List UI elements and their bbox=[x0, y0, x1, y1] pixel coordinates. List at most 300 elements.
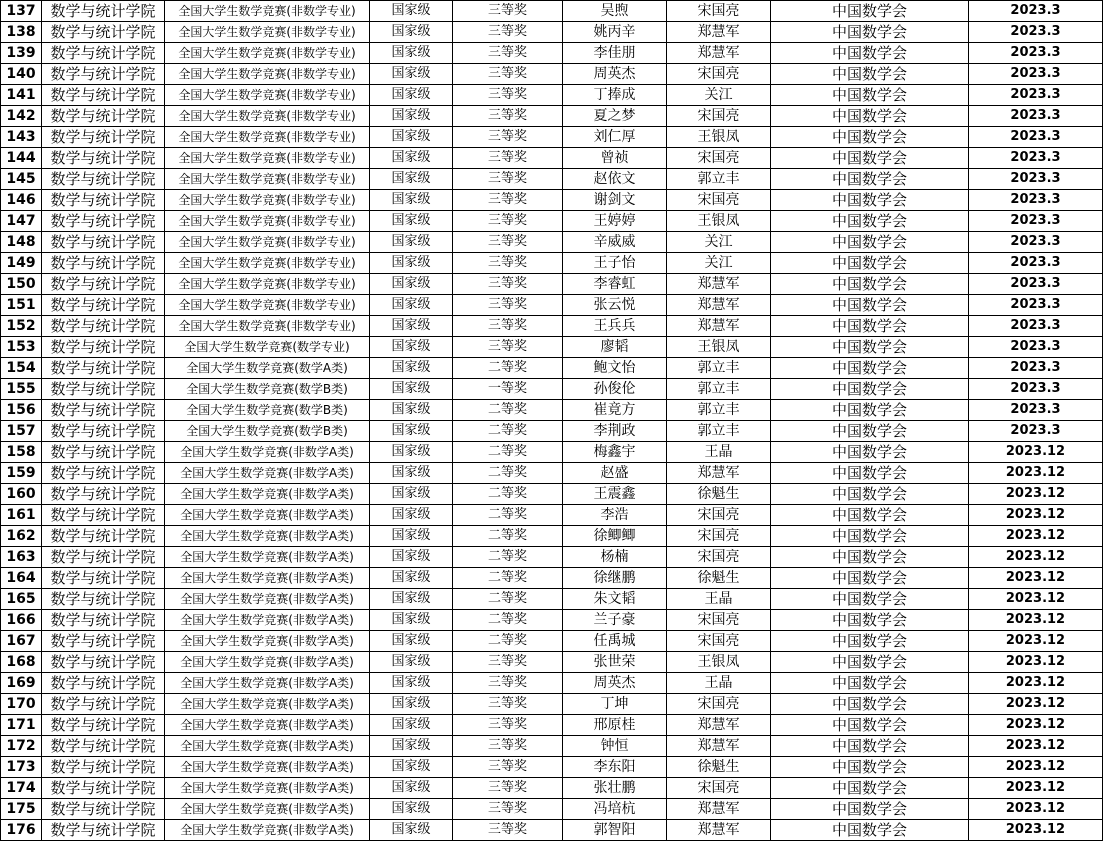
date-cell: 2023.3 bbox=[969, 148, 1103, 169]
student-cell: 郭智阳 bbox=[563, 820, 667, 841]
level-cell: 国家级 bbox=[370, 1, 453, 22]
competition-cell: 全国大学生数学竞赛(数学B类) bbox=[165, 379, 370, 400]
table-row bbox=[1, 316, 1103, 337]
college-cell: 数学与统计学院 bbox=[42, 778, 165, 799]
date-cell: 2023.3 bbox=[969, 106, 1103, 127]
table-row bbox=[1, 610, 1103, 631]
date-cell: 2023.3 bbox=[969, 43, 1103, 64]
college-cell: 数学与统计学院 bbox=[42, 694, 165, 715]
student-cell: 吴煦 bbox=[563, 1, 667, 22]
competition-cell: 全国大学生数学竞赛(非数学A类) bbox=[165, 631, 370, 652]
organizer-cell: 中国数学会 bbox=[771, 400, 969, 421]
student-cell: 赵盛 bbox=[563, 463, 667, 484]
competition-cell: 全国大学生数学竞赛(非数学A类) bbox=[165, 484, 370, 505]
college-cell: 数学与统计学院 bbox=[42, 232, 165, 253]
prize-cell: 二等奖 bbox=[453, 358, 563, 379]
table-row bbox=[1, 799, 1103, 820]
organizer-cell: 中国数学会 bbox=[771, 64, 969, 85]
level-cell: 国家级 bbox=[370, 22, 453, 43]
date-cell: 2023.3 bbox=[969, 295, 1103, 316]
teacher-cell: 郑慧军 bbox=[667, 316, 771, 337]
level-cell: 国家级 bbox=[370, 358, 453, 379]
row-number: 160 bbox=[1, 484, 42, 505]
date-cell: 2023.3 bbox=[969, 64, 1103, 85]
college-cell: 数学与统计学院 bbox=[42, 568, 165, 589]
college-cell: 数学与统计学院 bbox=[42, 400, 165, 421]
prize-cell: 三等奖 bbox=[453, 190, 563, 211]
table-row bbox=[1, 778, 1103, 799]
table-row bbox=[1, 589, 1103, 610]
date-cell: 2023.12 bbox=[969, 463, 1103, 484]
prize-cell: 三等奖 bbox=[453, 127, 563, 148]
competition-cell: 全国大学生数学竞赛(非数学专业) bbox=[165, 232, 370, 253]
table-row bbox=[1, 505, 1103, 526]
competition-cell: 全国大学生数学竞赛(非数学专业) bbox=[165, 190, 370, 211]
student-cell: 丁坤 bbox=[563, 694, 667, 715]
prize-cell: 三等奖 bbox=[453, 652, 563, 673]
table-row bbox=[1, 484, 1103, 505]
row-number: 143 bbox=[1, 127, 42, 148]
competition-cell: 全国大学生数学竞赛(非数学A类) bbox=[165, 463, 370, 484]
college-cell: 数学与统计学院 bbox=[42, 421, 165, 442]
organizer-cell: 中国数学会 bbox=[771, 694, 969, 715]
competition-cell: 全国大学生数学竞赛(非数学专业) bbox=[165, 127, 370, 148]
row-number: 170 bbox=[1, 694, 42, 715]
teacher-cell: 宋国亮 bbox=[667, 505, 771, 526]
student-cell: 邢原桂 bbox=[563, 715, 667, 736]
teacher-cell: 宋国亮 bbox=[667, 631, 771, 652]
row-number: 152 bbox=[1, 316, 42, 337]
organizer-cell: 中国数学会 bbox=[771, 820, 969, 841]
organizer-cell: 中国数学会 bbox=[771, 190, 969, 211]
prize-cell: 三等奖 bbox=[453, 22, 563, 43]
table-row bbox=[1, 736, 1103, 757]
teacher-cell: 王银凤 bbox=[667, 211, 771, 232]
table-row bbox=[1, 43, 1103, 64]
organizer-cell: 中国数学会 bbox=[771, 778, 969, 799]
organizer-cell: 中国数学会 bbox=[771, 547, 969, 568]
level-cell: 国家级 bbox=[370, 85, 453, 106]
student-cell: 张壮鹏 bbox=[563, 778, 667, 799]
college-cell: 数学与统计学院 bbox=[42, 736, 165, 757]
table-row bbox=[1, 190, 1103, 211]
organizer-cell: 中国数学会 bbox=[771, 169, 969, 190]
student-cell: 王兵兵 bbox=[563, 316, 667, 337]
level-cell: 国家级 bbox=[370, 715, 453, 736]
organizer-cell: 中国数学会 bbox=[771, 253, 969, 274]
competition-cell: 全国大学生数学竞赛(数学专业) bbox=[165, 337, 370, 358]
level-cell: 国家级 bbox=[370, 127, 453, 148]
competition-cell: 全国大学生数学竞赛(非数学A类) bbox=[165, 505, 370, 526]
row-number: 161 bbox=[1, 505, 42, 526]
organizer-cell: 中国数学会 bbox=[771, 589, 969, 610]
level-cell: 国家级 bbox=[370, 820, 453, 841]
row-number: 169 bbox=[1, 673, 42, 694]
row-number: 171 bbox=[1, 715, 42, 736]
college-cell: 数学与统计学院 bbox=[42, 379, 165, 400]
student-cell: 徐继鹏 bbox=[563, 568, 667, 589]
level-cell: 国家级 bbox=[370, 463, 453, 484]
date-cell: 2023.12 bbox=[969, 484, 1103, 505]
competition-cell: 全国大学生数学竞赛(非数学专业) bbox=[165, 169, 370, 190]
table-row bbox=[1, 421, 1103, 442]
teacher-cell: 郑慧军 bbox=[667, 43, 771, 64]
student-cell: 李浩 bbox=[563, 505, 667, 526]
organizer-cell: 中国数学会 bbox=[771, 106, 969, 127]
competition-cell: 全国大学生数学竞赛(非数学A类) bbox=[165, 589, 370, 610]
level-cell: 国家级 bbox=[370, 148, 453, 169]
student-cell: 夏之梦 bbox=[563, 106, 667, 127]
prize-cell: 二等奖 bbox=[453, 442, 563, 463]
teacher-cell: 郭立丰 bbox=[667, 358, 771, 379]
level-cell: 国家级 bbox=[370, 673, 453, 694]
student-cell: 鲍文怡 bbox=[563, 358, 667, 379]
competition-cell: 全国大学生数学竞赛(非数学A类) bbox=[165, 778, 370, 799]
level-cell: 国家级 bbox=[370, 694, 453, 715]
level-cell: 国家级 bbox=[370, 316, 453, 337]
date-cell: 2023.12 bbox=[969, 778, 1103, 799]
row-number: 175 bbox=[1, 799, 42, 820]
teacher-cell: 王银凤 bbox=[667, 127, 771, 148]
date-cell: 2023.12 bbox=[969, 694, 1103, 715]
competition-cell: 全国大学生数学竞赛(非数学专业) bbox=[165, 85, 370, 106]
prize-cell: 三等奖 bbox=[453, 694, 563, 715]
table-row bbox=[1, 820, 1103, 841]
level-cell: 国家级 bbox=[370, 589, 453, 610]
date-cell: 2023.3 bbox=[969, 190, 1103, 211]
teacher-cell: 郑慧军 bbox=[667, 22, 771, 43]
date-cell: 2023.12 bbox=[969, 757, 1103, 778]
organizer-cell: 中国数学会 bbox=[771, 631, 969, 652]
teacher-cell: 宋国亮 bbox=[667, 190, 771, 211]
row-number: 149 bbox=[1, 253, 42, 274]
prize-cell: 三等奖 bbox=[453, 736, 563, 757]
student-cell: 兰子豪 bbox=[563, 610, 667, 631]
college-cell: 数学与统计学院 bbox=[42, 64, 165, 85]
student-cell: 钟恒 bbox=[563, 736, 667, 757]
prize-cell: 二等奖 bbox=[453, 463, 563, 484]
row-number: 137 bbox=[1, 1, 42, 22]
teacher-cell: 宋国亮 bbox=[667, 64, 771, 85]
teacher-cell: 郑慧军 bbox=[667, 274, 771, 295]
level-cell: 国家级 bbox=[370, 274, 453, 295]
student-cell: 李佳朋 bbox=[563, 43, 667, 64]
prize-cell: 三等奖 bbox=[453, 253, 563, 274]
competition-cell: 全国大学生数学竞赛(数学A类) bbox=[165, 358, 370, 379]
competition-cell: 全国大学生数学竞赛(数学B类) bbox=[165, 400, 370, 421]
organizer-cell: 中国数学会 bbox=[771, 43, 969, 64]
student-cell: 王震鑫 bbox=[563, 484, 667, 505]
table-row bbox=[1, 295, 1103, 316]
organizer-cell: 中国数学会 bbox=[771, 484, 969, 505]
date-cell: 2023.12 bbox=[969, 736, 1103, 757]
organizer-cell: 中国数学会 bbox=[771, 463, 969, 484]
prize-cell: 二等奖 bbox=[453, 589, 563, 610]
level-cell: 国家级 bbox=[370, 379, 453, 400]
competition-cell: 全国大学生数学竞赛(非数学专业) bbox=[165, 274, 370, 295]
row-number: 141 bbox=[1, 85, 42, 106]
college-cell: 数学与统计学院 bbox=[42, 547, 165, 568]
college-cell: 数学与统计学院 bbox=[42, 148, 165, 169]
level-cell: 国家级 bbox=[370, 253, 453, 274]
level-cell: 国家级 bbox=[370, 421, 453, 442]
teacher-cell: 郭立丰 bbox=[667, 169, 771, 190]
organizer-cell: 中国数学会 bbox=[771, 316, 969, 337]
teacher-cell: 郭立丰 bbox=[667, 400, 771, 421]
table-row bbox=[1, 253, 1103, 274]
student-cell: 杨楠 bbox=[563, 547, 667, 568]
competition-cell: 全国大学生数学竞赛(非数学A类) bbox=[165, 715, 370, 736]
table-row bbox=[1, 715, 1103, 736]
teacher-cell: 王晶 bbox=[667, 589, 771, 610]
teacher-cell: 郭立丰 bbox=[667, 421, 771, 442]
competition-cell: 全国大学生数学竞赛(非数学A类) bbox=[165, 673, 370, 694]
teacher-cell: 王晶 bbox=[667, 442, 771, 463]
row-number: 158 bbox=[1, 442, 42, 463]
row-number: 167 bbox=[1, 631, 42, 652]
row-number: 159 bbox=[1, 463, 42, 484]
prize-cell: 二等奖 bbox=[453, 505, 563, 526]
college-cell: 数学与统计学院 bbox=[42, 799, 165, 820]
organizer-cell: 中国数学会 bbox=[771, 568, 969, 589]
organizer-cell: 中国数学会 bbox=[771, 337, 969, 358]
table-row bbox=[1, 442, 1103, 463]
table-row bbox=[1, 547, 1103, 568]
college-cell: 数学与统计学院 bbox=[42, 295, 165, 316]
row-number: 176 bbox=[1, 820, 42, 841]
teacher-cell: 宋国亮 bbox=[667, 778, 771, 799]
organizer-cell: 中国数学会 bbox=[771, 421, 969, 442]
student-cell: 冯培杭 bbox=[563, 799, 667, 820]
competition-cell: 全国大学生数学竞赛(非数学A类) bbox=[165, 757, 370, 778]
prize-cell: 三等奖 bbox=[453, 85, 563, 106]
prize-cell: 三等奖 bbox=[453, 211, 563, 232]
teacher-cell: 宋国亮 bbox=[667, 106, 771, 127]
college-cell: 数学与统计学院 bbox=[42, 190, 165, 211]
level-cell: 国家级 bbox=[370, 526, 453, 547]
college-cell: 数学与统计学院 bbox=[42, 169, 165, 190]
college-cell: 数学与统计学院 bbox=[42, 22, 165, 43]
table-row bbox=[1, 337, 1103, 358]
date-cell: 2023.3 bbox=[969, 337, 1103, 358]
table-row bbox=[1, 1, 1103, 22]
college-cell: 数学与统计学院 bbox=[42, 610, 165, 631]
level-cell: 国家级 bbox=[370, 295, 453, 316]
date-cell: 2023.3 bbox=[969, 421, 1103, 442]
college-cell: 数学与统计学院 bbox=[42, 442, 165, 463]
teacher-cell: 徐魁生 bbox=[667, 484, 771, 505]
college-cell: 数学与统计学院 bbox=[42, 463, 165, 484]
competition-cell: 全国大学生数学竞赛(非数学专业) bbox=[165, 106, 370, 127]
student-cell: 梅鑫宇 bbox=[563, 442, 667, 463]
prize-cell: 三等奖 bbox=[453, 715, 563, 736]
date-cell: 2023.12 bbox=[969, 589, 1103, 610]
prize-cell: 三等奖 bbox=[453, 106, 563, 127]
row-number: 162 bbox=[1, 526, 42, 547]
date-cell: 2023.3 bbox=[969, 22, 1103, 43]
date-cell: 2023.3 bbox=[969, 253, 1103, 274]
organizer-cell: 中国数学会 bbox=[771, 85, 969, 106]
college-cell: 数学与统计学院 bbox=[42, 274, 165, 295]
row-number: 138 bbox=[1, 22, 42, 43]
prize-cell: 三等奖 bbox=[453, 757, 563, 778]
table-row bbox=[1, 22, 1103, 43]
prize-cell: 三等奖 bbox=[453, 43, 563, 64]
prize-cell: 三等奖 bbox=[453, 316, 563, 337]
competition-cell: 全国大学生数学竞赛(非数学A类) bbox=[165, 610, 370, 631]
teacher-cell: 宋国亮 bbox=[667, 1, 771, 22]
table-row bbox=[1, 526, 1103, 547]
competition-cell: 全国大学生数学竞赛(非数学A类) bbox=[165, 547, 370, 568]
table-row bbox=[1, 64, 1103, 85]
college-cell: 数学与统计学院 bbox=[42, 631, 165, 652]
row-number: 142 bbox=[1, 106, 42, 127]
table-row bbox=[1, 127, 1103, 148]
level-cell: 国家级 bbox=[370, 568, 453, 589]
student-cell: 周英杰 bbox=[563, 673, 667, 694]
table-row bbox=[1, 211, 1103, 232]
level-cell: 国家级 bbox=[370, 778, 453, 799]
level-cell: 国家级 bbox=[370, 190, 453, 211]
date-cell: 2023.12 bbox=[969, 715, 1103, 736]
teacher-cell: 郑慧军 bbox=[667, 463, 771, 484]
student-cell: 王婷婷 bbox=[563, 211, 667, 232]
organizer-cell: 中国数学会 bbox=[771, 526, 969, 547]
student-cell: 辛威威 bbox=[563, 232, 667, 253]
college-cell: 数学与统计学院 bbox=[42, 211, 165, 232]
table-row bbox=[1, 757, 1103, 778]
college-cell: 数学与统计学院 bbox=[42, 43, 165, 64]
college-cell: 数学与统计学院 bbox=[42, 337, 165, 358]
row-number: 139 bbox=[1, 43, 42, 64]
competition-cell: 全国大学生数学竞赛(非数学专业) bbox=[165, 295, 370, 316]
student-cell: 刘仁厚 bbox=[563, 127, 667, 148]
table-row bbox=[1, 358, 1103, 379]
prize-cell: 二等奖 bbox=[453, 526, 563, 547]
level-cell: 国家级 bbox=[370, 484, 453, 505]
table-row bbox=[1, 148, 1103, 169]
organizer-cell: 中国数学会 bbox=[771, 736, 969, 757]
prize-cell: 三等奖 bbox=[453, 337, 563, 358]
organizer-cell: 中国数学会 bbox=[771, 232, 969, 253]
date-cell: 2023.12 bbox=[969, 568, 1103, 589]
prize-cell: 三等奖 bbox=[453, 148, 563, 169]
teacher-cell: 关江 bbox=[667, 85, 771, 106]
teacher-cell: 关江 bbox=[667, 232, 771, 253]
competition-cell: 全国大学生数学竞赛(非数学专业) bbox=[165, 64, 370, 85]
table-row bbox=[1, 85, 1103, 106]
college-cell: 数学与统计学院 bbox=[42, 673, 165, 694]
college-cell: 数学与统计学院 bbox=[42, 757, 165, 778]
student-cell: 徐鲫鲫 bbox=[563, 526, 667, 547]
student-cell: 张云悦 bbox=[563, 295, 667, 316]
teacher-cell: 郭立丰 bbox=[667, 379, 771, 400]
organizer-cell: 中国数学会 bbox=[771, 211, 969, 232]
student-cell: 周英杰 bbox=[563, 64, 667, 85]
organizer-cell: 中国数学会 bbox=[771, 358, 969, 379]
row-number: 150 bbox=[1, 274, 42, 295]
prize-cell: 三等奖 bbox=[453, 799, 563, 820]
level-cell: 国家级 bbox=[370, 547, 453, 568]
row-number: 151 bbox=[1, 295, 42, 316]
student-cell: 姚丙辛 bbox=[563, 22, 667, 43]
row-number: 174 bbox=[1, 778, 42, 799]
row-number: 164 bbox=[1, 568, 42, 589]
table-row bbox=[1, 568, 1103, 589]
prize-cell: 三等奖 bbox=[453, 169, 563, 190]
table-row bbox=[1, 694, 1103, 715]
level-cell: 国家级 bbox=[370, 442, 453, 463]
date-cell: 2023.3 bbox=[969, 358, 1103, 379]
table-row bbox=[1, 463, 1103, 484]
organizer-cell: 中国数学会 bbox=[771, 610, 969, 631]
level-cell: 国家级 bbox=[370, 610, 453, 631]
prize-cell: 二等奖 bbox=[453, 400, 563, 421]
teacher-cell: 郑慧军 bbox=[667, 715, 771, 736]
prize-cell: 二等奖 bbox=[453, 421, 563, 442]
table-row bbox=[1, 232, 1103, 253]
date-cell: 2023.3 bbox=[969, 169, 1103, 190]
prize-cell: 三等奖 bbox=[453, 820, 563, 841]
table-row bbox=[1, 652, 1103, 673]
date-cell: 2023.3 bbox=[969, 274, 1103, 295]
organizer-cell: 中国数学会 bbox=[771, 22, 969, 43]
competition-cell: 全国大学生数学竞赛(非数学专业) bbox=[165, 148, 370, 169]
college-cell: 数学与统计学院 bbox=[42, 484, 165, 505]
competition-cell: 全国大学生数学竞赛(非数学专业) bbox=[165, 211, 370, 232]
row-number: 153 bbox=[1, 337, 42, 358]
competition-cell: 全国大学生数学竞赛(非数学专业) bbox=[165, 43, 370, 64]
date-cell: 2023.12 bbox=[969, 799, 1103, 820]
teacher-cell: 郑慧军 bbox=[667, 295, 771, 316]
organizer-cell: 中国数学会 bbox=[771, 127, 969, 148]
prize-cell: 二等奖 bbox=[453, 484, 563, 505]
college-cell: 数学与统计学院 bbox=[42, 127, 165, 148]
level-cell: 国家级 bbox=[370, 232, 453, 253]
student-cell: 李睿虹 bbox=[563, 274, 667, 295]
prize-cell: 三等奖 bbox=[453, 778, 563, 799]
prize-cell: 三等奖 bbox=[453, 274, 563, 295]
student-cell: 崔竟方 bbox=[563, 400, 667, 421]
competition-cell: 全国大学生数学竞赛(非数学专业) bbox=[165, 22, 370, 43]
level-cell: 国家级 bbox=[370, 505, 453, 526]
row-number: 146 bbox=[1, 190, 42, 211]
prize-cell: 三等奖 bbox=[453, 673, 563, 694]
table-row bbox=[1, 673, 1103, 694]
date-cell: 2023.3 bbox=[969, 211, 1103, 232]
student-cell: 任禹城 bbox=[563, 631, 667, 652]
organizer-cell: 中国数学会 bbox=[771, 148, 969, 169]
level-cell: 国家级 bbox=[370, 43, 453, 64]
student-cell: 王子怡 bbox=[563, 253, 667, 274]
row-number: 156 bbox=[1, 400, 42, 421]
row-number: 163 bbox=[1, 547, 42, 568]
row-number: 165 bbox=[1, 589, 42, 610]
row-number: 173 bbox=[1, 757, 42, 778]
teacher-cell: 郑慧军 bbox=[667, 799, 771, 820]
level-cell: 国家级 bbox=[370, 631, 453, 652]
date-cell: 2023.3 bbox=[969, 232, 1103, 253]
competition-cell: 全国大学生数学竞赛(非数学专业) bbox=[165, 316, 370, 337]
competition-cell: 全国大学生数学竞赛(数学B类) bbox=[165, 421, 370, 442]
college-cell: 数学与统计学院 bbox=[42, 820, 165, 841]
teacher-cell: 宋国亮 bbox=[667, 610, 771, 631]
prize-cell: 二等奖 bbox=[453, 568, 563, 589]
teacher-cell: 王晶 bbox=[667, 673, 771, 694]
organizer-cell: 中国数学会 bbox=[771, 442, 969, 463]
teacher-cell: 王银凤 bbox=[667, 652, 771, 673]
organizer-cell: 中国数学会 bbox=[771, 295, 969, 316]
